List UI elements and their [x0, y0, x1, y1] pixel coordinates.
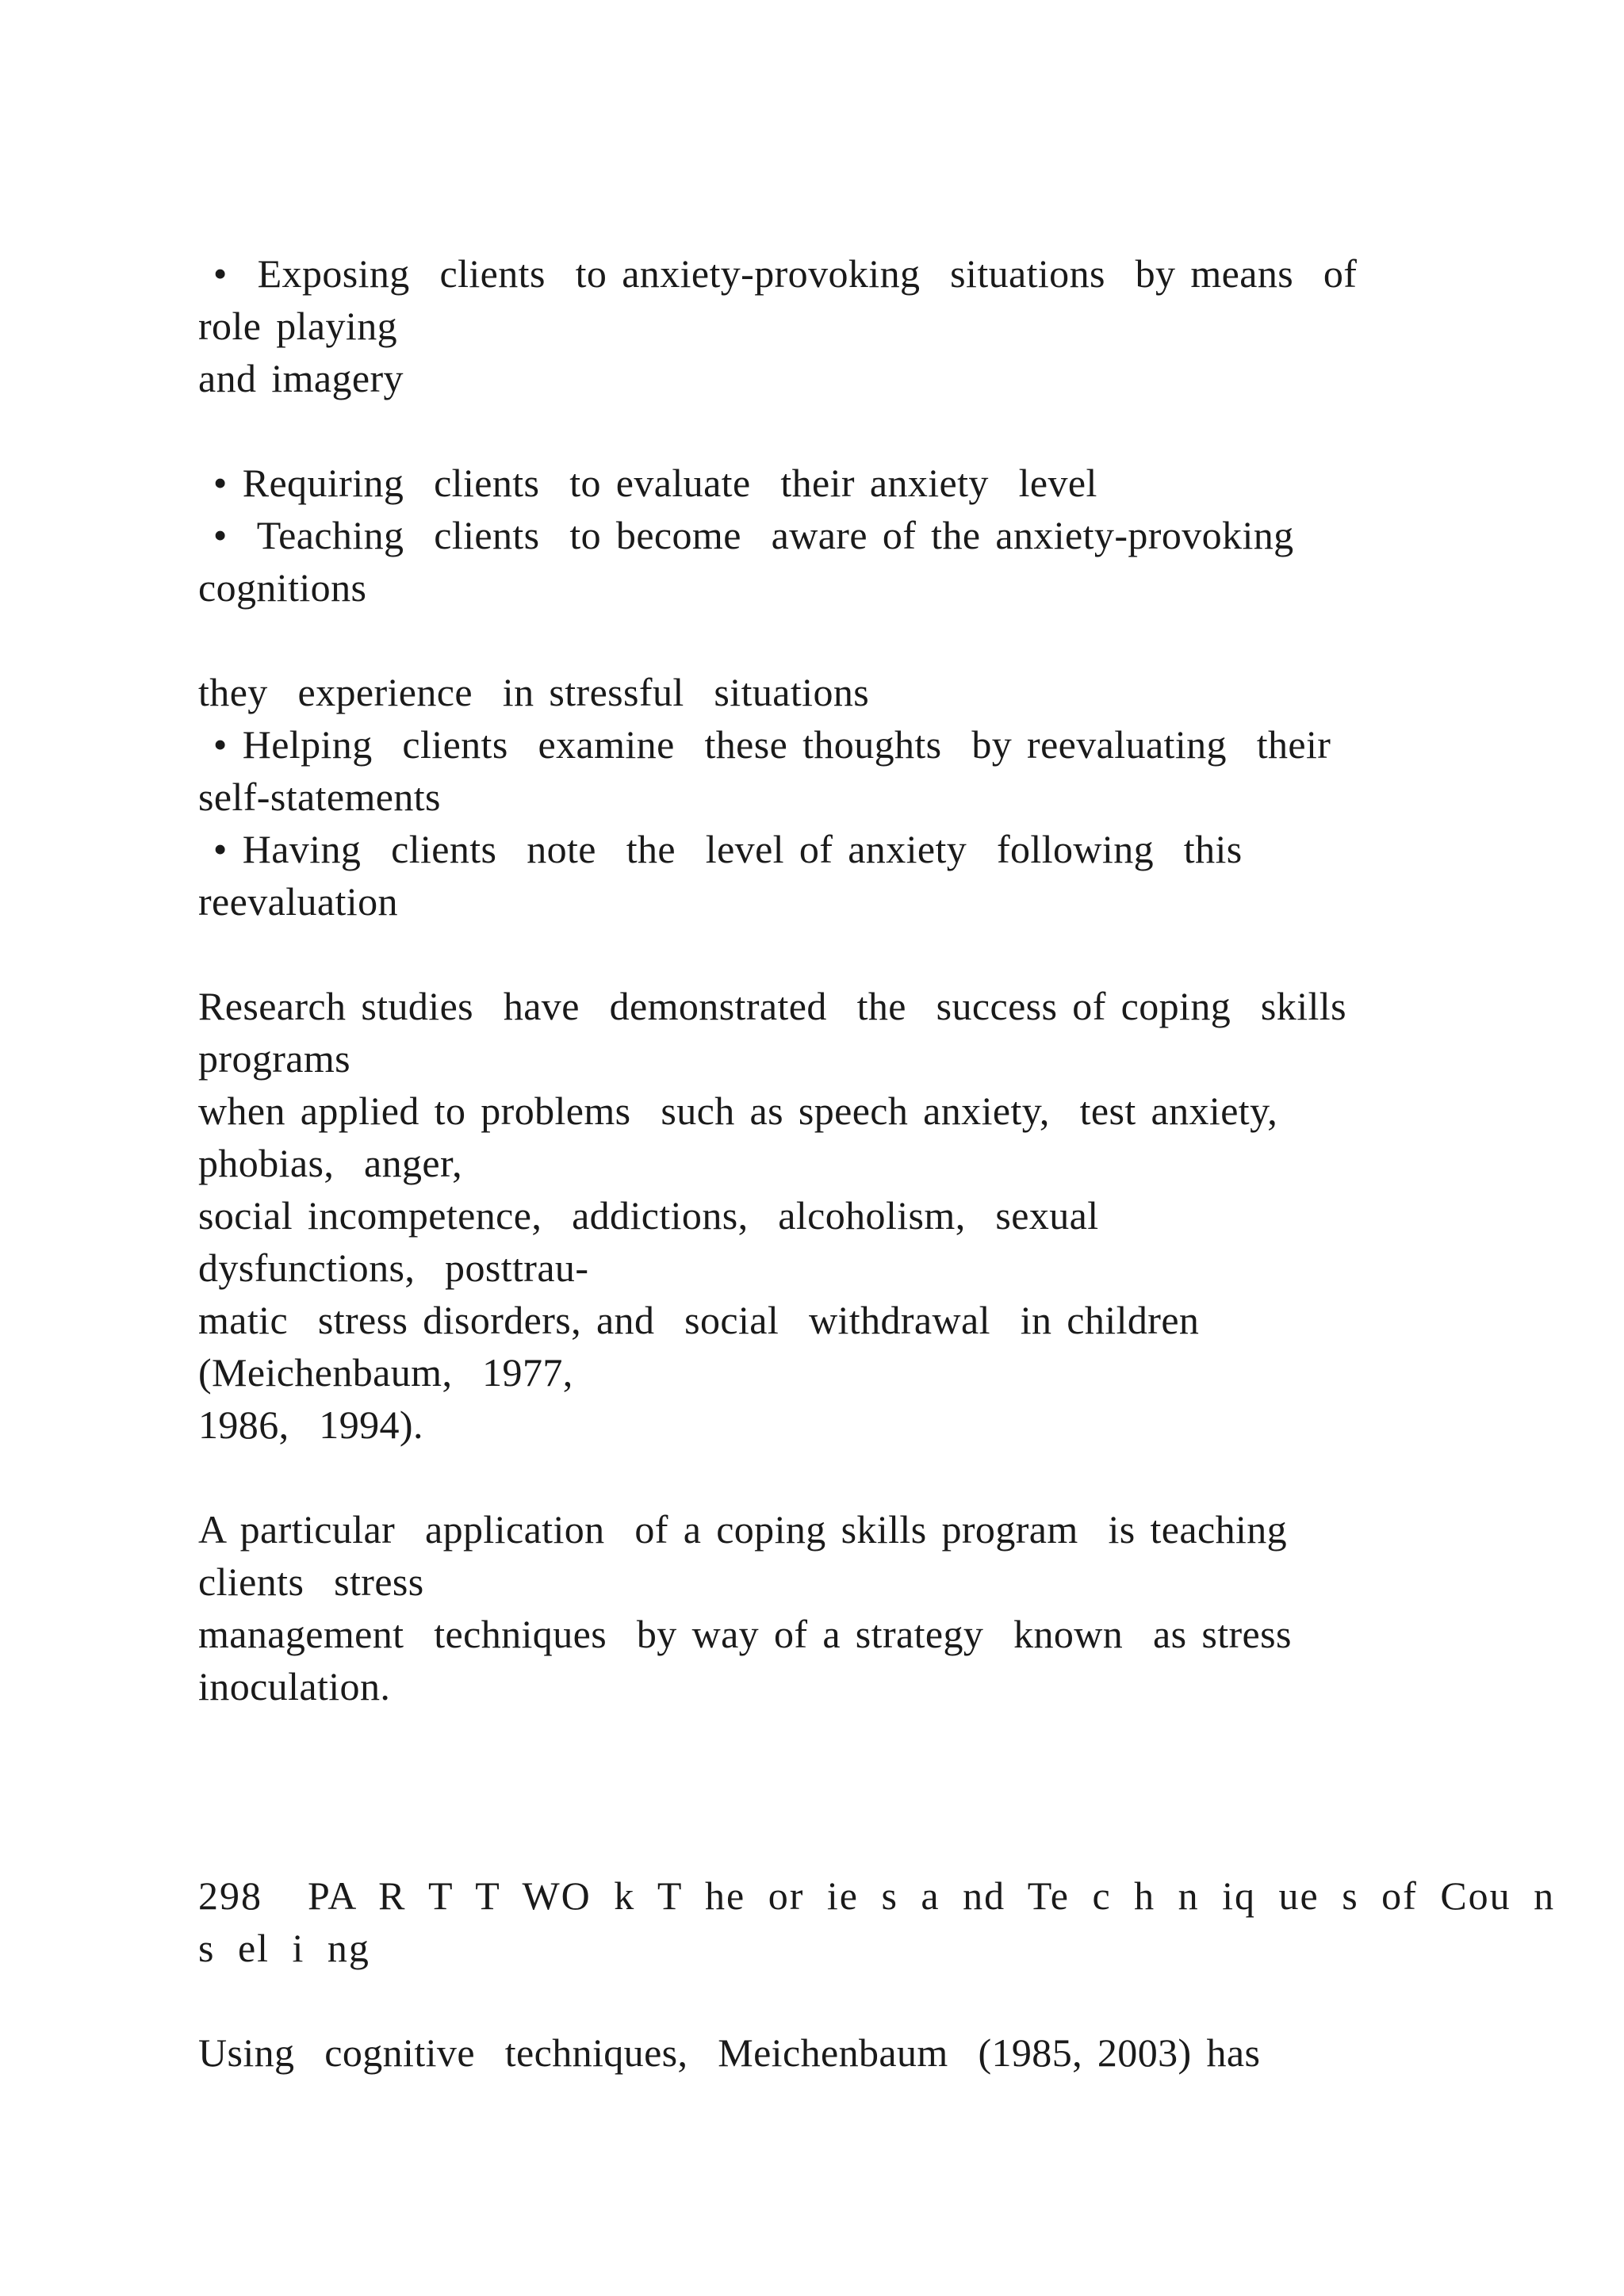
bullet-having-line-2: reevaluation [198, 879, 398, 924]
research-paragraph-line-6: dysfunctions, posttrau- [198, 1246, 589, 1290]
bullet-exposing-line-2: role playing [198, 304, 398, 348]
running-footer-line-1: 298 PA R T T WO k T he or ie s a nd Te c h n iq ue s of Cou n [198, 1873, 1556, 1918]
closing-paragraph-line-1: Using cognitive techniques, Meichenbaum (1985, 2003) has [198, 2030, 1261, 2075]
bullet-helping-line-2: self-statements [198, 775, 441, 819]
bullet-having-line-1: • Having clients note the level of anxiety following this [198, 827, 1243, 871]
application-paragraph-line-3: management techniques by way of a strategy known as stress [198, 1612, 1292, 1656]
bullet-teaching-line-1: • Teaching clients to become aware of the anxiety-provoking [198, 513, 1294, 557]
research-paragraph-line-9: 1986, 1994). [198, 1402, 423, 1447]
research-paragraph-line-7: matic stress disorders, and social withdrawal in children [198, 1298, 1200, 1342]
application-paragraph-line-4: inoculation. [198, 1664, 391, 1709]
bullet-teaching-line-3: they experience in stressful situations [198, 670, 870, 714]
research-paragraph-line-1: Research studies have demonstrated the success of coping skills [198, 984, 1346, 1028]
application-paragraph-line-1: A particular application of a coping skills program is teaching [198, 1507, 1288, 1552]
research-paragraph-line-3: when applied to problems such as speech anxiety, test anxiety, [198, 1089, 1278, 1133]
bullet-teaching-line-2: cognitions [198, 565, 367, 610]
bullet-exposing-line-3: and imagery [198, 356, 404, 400]
research-paragraph-line-2: programs [198, 1036, 351, 1081]
application-paragraph-line-2: clients stress [198, 1559, 424, 1604]
research-paragraph-line-4: phobias, anger, [198, 1141, 462, 1185]
research-paragraph-line-5: social incompetence, addictions, alcoholism, sexual [198, 1193, 1099, 1238]
bullet-exposing-line-1: • Exposing clients to anxiety-provoking situations by means of [198, 251, 1358, 296]
bullet-requiring: • Requiring clients to evaluate their anxiety level [198, 461, 1097, 505]
research-paragraph-line-8: (Meichenbaum, 1977, [198, 1350, 573, 1395]
running-footer-line-2: s el i ng [198, 1926, 370, 1970]
bullet-helping-line-1: • Helping clients examine these thoughts by reevaluating their [198, 722, 1331, 767]
